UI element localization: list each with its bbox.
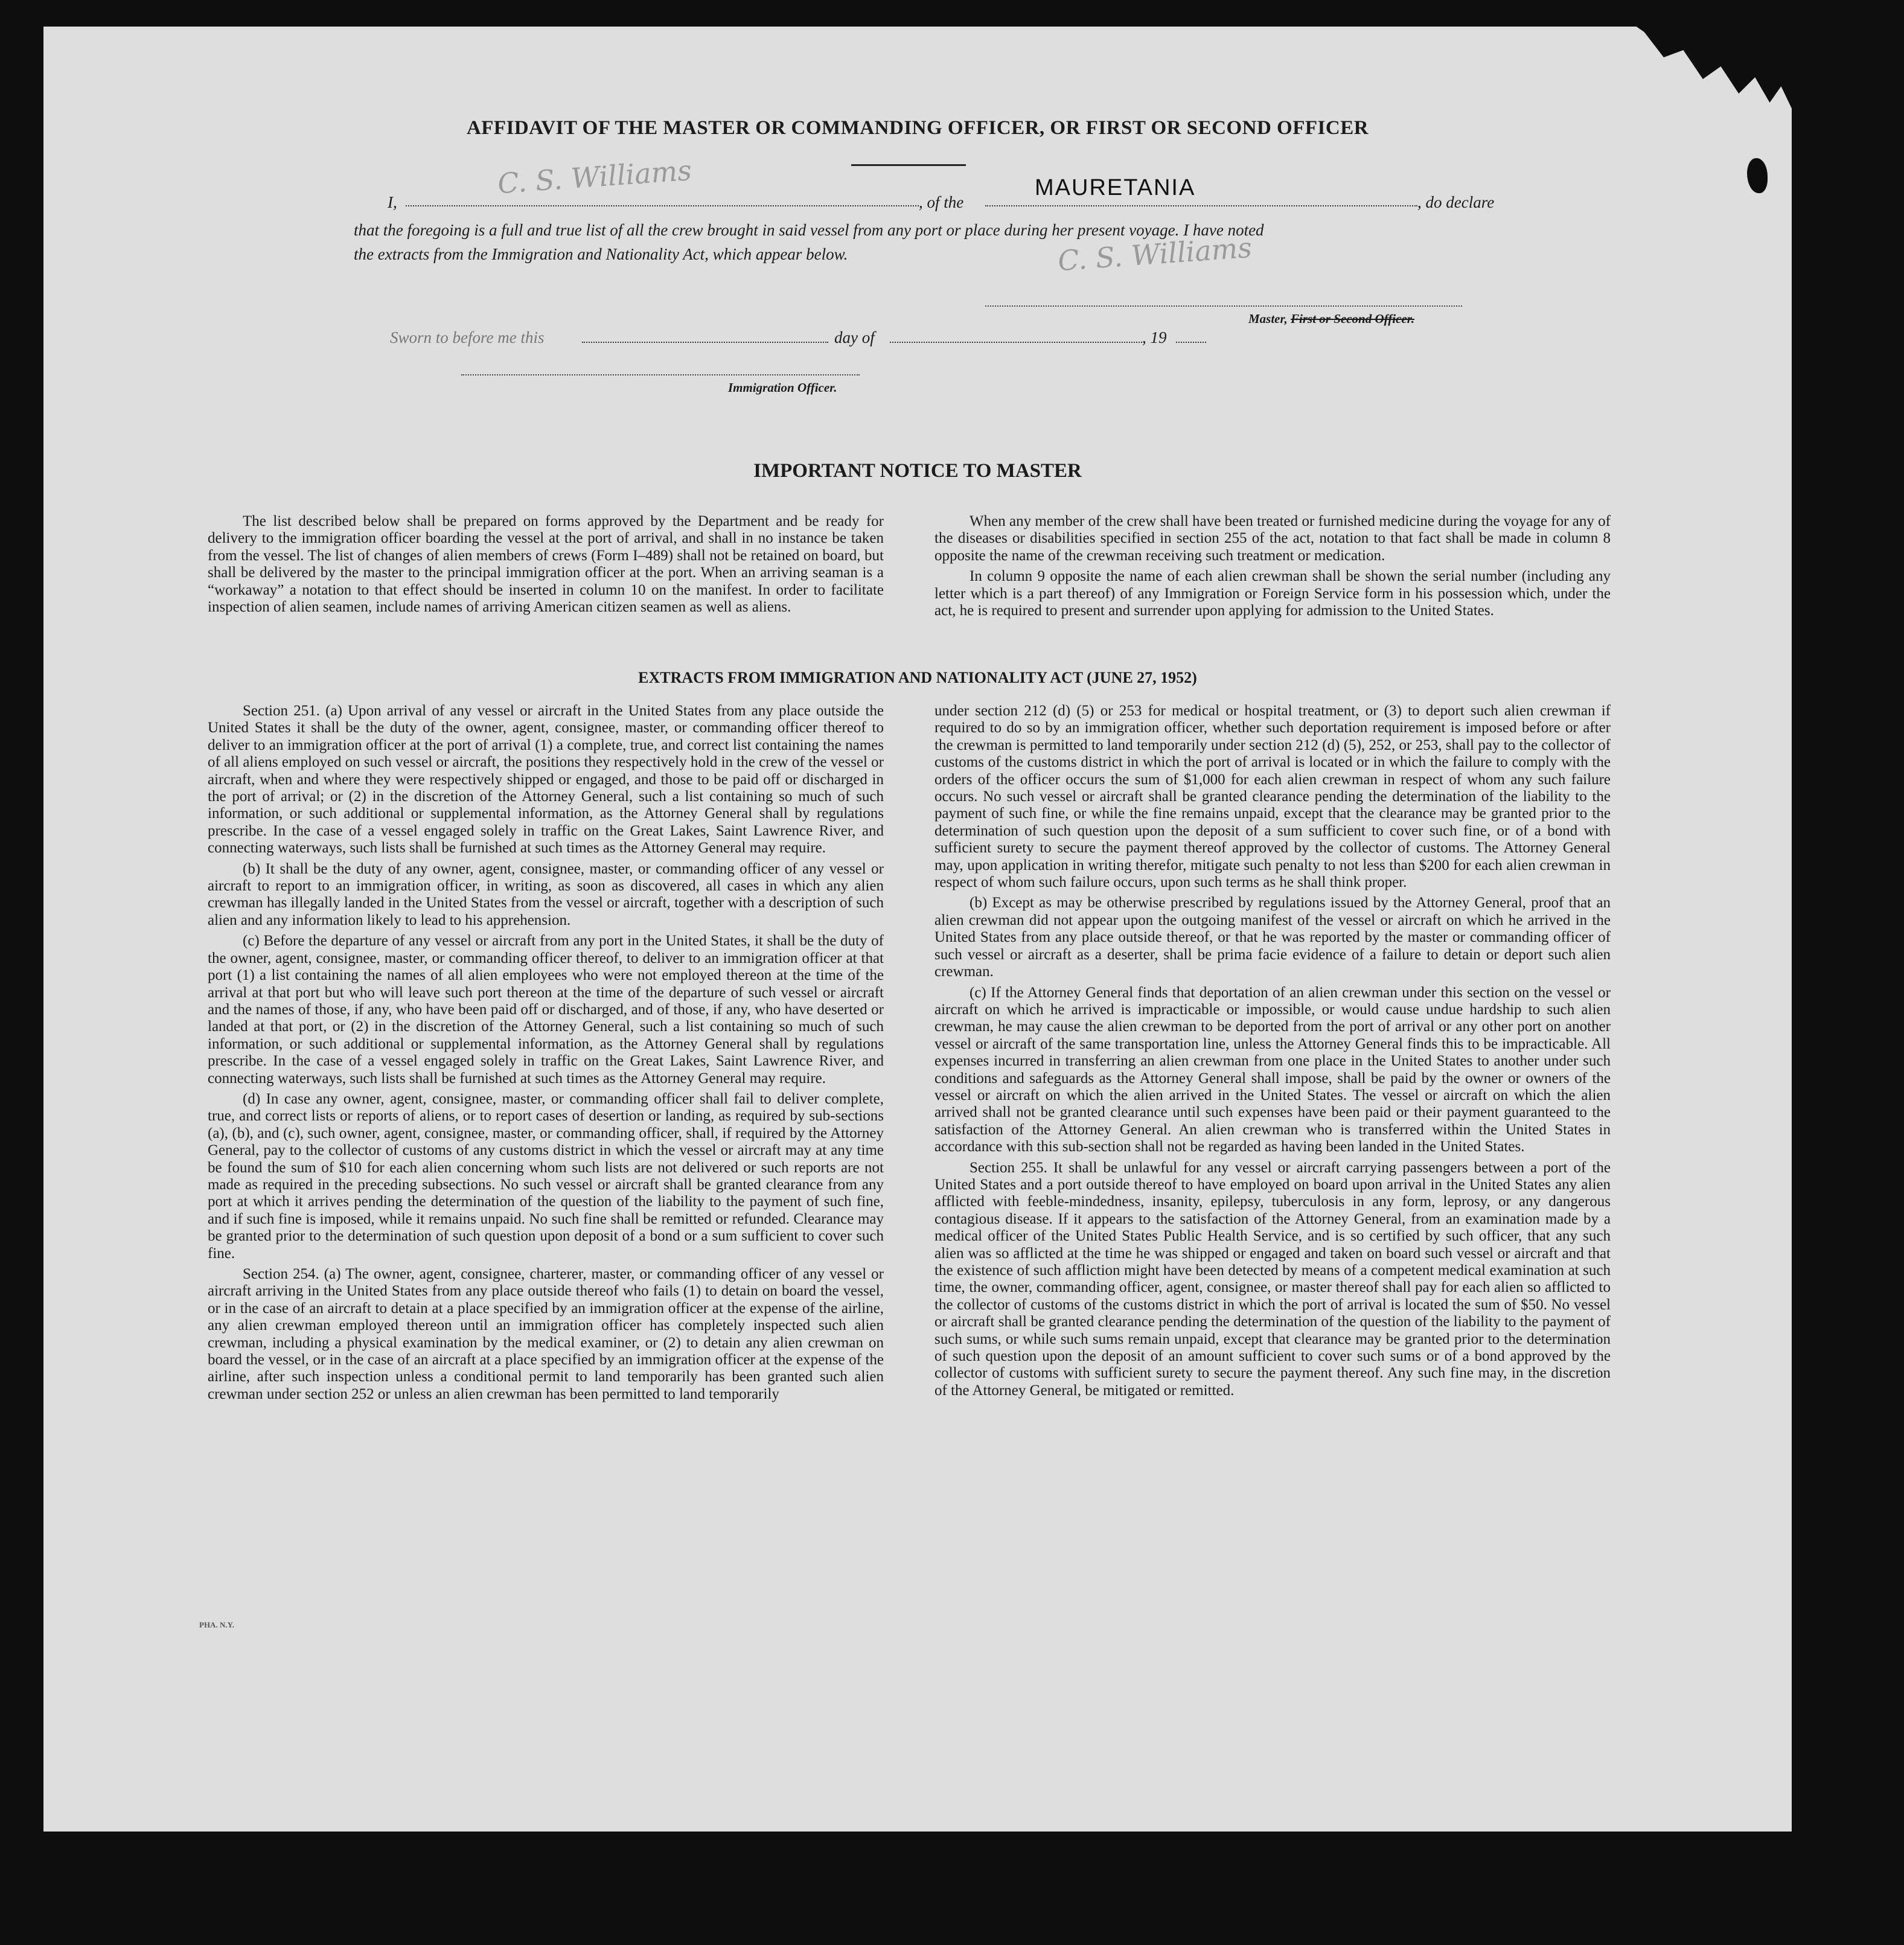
extracts-title: EXTRACTS FROM IMMIGRATION AND NATIONALITY ACT (JUNE 27, 1952) bbox=[638, 669, 1197, 686]
do-declare-label: , do declare bbox=[1417, 193, 1495, 211]
notice-left-paragraph: The list described below shall be prepared on forms approved by the Department and be ready for delivery to the immigration officer boarding the vessel at the port of arrival, and shall in no instance be taken from the vessel. The list of changes of alien members of crews (Form I–489) shall not be retained on board, but shall be delivered by the master to the principal immigration officer at the port. When an arriving seaman is a “workaway” a notation to that effect should be inserted in column 10 on the manifest. In order to facilitate inspection of alien seamen, include names of arriving American citizen seamen as well as aliens. bbox=[208, 513, 884, 616]
section-255: Section 255. It shall be unlawful for any vessel or aircraft carrying passengers between a port of the United States and a port outside thereof to have employed on board upon arrival in the United States any alien afflicted with feeble-mindedness, insanity, epilepsy, tuberculosis in any form, leprosy, or any dangerous contagious disease. If it appears to the satisfaction of the Attorney General, from an examination made by a medical officer of the United States Public Health Service, and is so certified by such officer, that any such alien was so afflicted at the time he was shipped or engaged and taken on board such vessel or aircraft and that the existence of such affliction might have been detected by means of a competent medical examination at such time, the owner, commanding officer, agent, consignee, or master thereof shall pay for each alien so afflicted to the collector of customs of the customs district in which the port of arrival is located the sum of $50. No vessel or aircraft shall be granted clearance pending the determination of the question of the liability to the payment of such sums, or while such sums remain unpaid, except that clearance may be granted prior to the determination of such question upon the deposit of an amount sufficient to cover such sums or of a bond approved by the collector of customs with sufficient surety to secure the payment thereof. Any such fine may, in the discretion of the Attorney General, be mitigated or remitted. bbox=[934, 1159, 1611, 1399]
section-251a: Section 251. (a) Upon arrival of any vessel or aircraft in the United States from any place outside the United States it shall be the duty of the owner, agent, consignee, master, or commanding officer thereof to deliver to an immigration officer at the port of arrival (1) a complete, true, and correct list containing the names of all aliens employed on such vessel or aircraft, the positions they respectively hold in the crew of the vessel or aircraft, when and where they were respectively shipped or engaged, and those to be paid off or discharged in the port of arrival; or (2) in the discretion of the Attorney General, such a list containing so much of such information, or such additional or supplemental information, as the Attorney General shall by regulations prescribe. In the case of a vessel engaged solely in traffic on the Great Lakes, Saint Lawrence River, and connecting waterways, such lists shall be furnished at such times as the Attorney General may require. bbox=[208, 703, 884, 857]
notice-left-column bbox=[208, 513, 884, 619]
vessel-line bbox=[985, 205, 1417, 206]
name-line bbox=[406, 205, 919, 206]
document-page bbox=[43, 27, 1792, 1832]
master-signature-line bbox=[985, 305, 1462, 307]
i-label: I, bbox=[388, 193, 397, 211]
section-254a-continued: under section 212 (d) (5) or 253 for medical or hospital treatment, or (3) to deport such alien crewman if required to do so by an immigration officer, whether such deportation requirement is imposed before or after the crewman is permitted to land temporarily under section 212 (d) (5), 252, or 253, shall pay to the collector of customs of the customs district in which the port of arrival is located or in which the failure to comply with the orders of the officer occurs the sum of $1,000 for each alien crewman in respect of whom any such failure occurs. No such vessel or aircraft shall be granted clearance pending the determination of the liability to the payment of such fine, or while the fine remains unpaid, except that the clearance may be granted prior to the determination of such question upon the deposit of a sum sufficient to cover such fine, or of a bond with sufficient surety to secure the payment thereof approved by the collector of customs. The Attorney General may, upon application in writing therefor, mitigate such penalty to not less than $200 for each alien crewman in respect of whom such failure occurs, upon such terms as he shall think proper. bbox=[934, 703, 1611, 891]
title-rule bbox=[851, 164, 966, 166]
officer-signature-line bbox=[461, 374, 860, 375]
ink-blot bbox=[1747, 158, 1768, 193]
master-signature: C. S. Williams bbox=[1056, 231, 1253, 278]
master-caption-prefix: Master, bbox=[1248, 311, 1291, 326]
statement-line-1: that the foregoing is a full and true list of all the crew brought in said vessel from any port or place during her present voyage. I have noted bbox=[354, 221, 1264, 239]
notice-right-paragraph-2: In column 9 opposite the name of each alien crewman shall be shown the serial number (including any letter which is a part thereof) of any Immigration or Foreign Service form in his possession which, under the act, he is required to present and surrender upon applying for admission to the United States. bbox=[934, 568, 1611, 619]
section-254b: (b) Except as may be otherwise prescribed by regulations issued by the Attorney General, proof that an alien crewman did not appear upon the outgoing manifest of the vessel or aircraft on which he arrived in the United States from any place outside thereof, or that he was reported by the master or commanding officer of such vessel or aircraft as a deserter, shall be prima facie evidence of a failure to detain or deport such alien crewman. bbox=[934, 895, 1611, 980]
notice-right-column bbox=[934, 513, 1611, 623]
sworn-day-line bbox=[582, 342, 828, 343]
master-name-signature: C. S. Williams bbox=[496, 153, 693, 200]
section-251d: (d) In case any owner, agent, consignee, master, or commanding officer shall fail to deliver complete, true, and correct lists or reports of aliens, or to report cases of desertion or landing, as required by sub-sections (a), (b), and (c), such owner, agent, consignee, master, or commanding officer, shall, if required by the Attorney General, pay to the collector of customs of any customs district in which the vessel or aircraft may at any time be found the sum of $10 for each alien concerning whom such lists are not delivered or such reports are not made as required in the preceding subsections. No such vessel or aircraft shall be granted clearance from any port at which it arrives pending the determination of the question of the liability to the payment of such fine, and if such fine is imposed, while it remains unpaid. No such fine shall be remitted or refunded. Clearance may be granted prior to the determination of such question upon deposit of a bond or a sum sufficient to cover such fine. bbox=[208, 1090, 884, 1262]
sworn-label: Sworn to before me this bbox=[390, 328, 545, 347]
sworn-month-line bbox=[890, 342, 1142, 343]
extracts-left-column bbox=[208, 703, 884, 1407]
section-251b: (b) It shall be the duty of any owner, agent, consignee, master, or commanding officer of any vessel or aircraft to report to an immigration officer, in writing, as soon as discovered, all cases in which any alien crewman has illegally landed in the United States from the vessel or aircraft, together with a description of such alien and any information likely to lead to his apprehension. bbox=[208, 860, 884, 928]
of-the-label: , of the bbox=[919, 193, 964, 211]
section-254c: (c) If the Attorney General finds that deportation of an alien crewman under this section on the vessel or aircraft on which he arrived is impracticable or impossible, or would cause undue hardship to such alien crewman, he may cause the alien crewman to be deported from the port of arrival or any other port on another vessel or aircraft of the same transportation line, unless the Attorney General finds this to be impracticable. All expenses incurred in transferring an alien crewman from one place in the United States to another under such conditions and safeguards as the Attorney General shall impose, shall be paid by the owner or owners of the vessel or aircraft on which the alien arrived in the United States. The vessel or aircraft on which the alien arrived shall not be granted clearance until such expenses have been paid or their payment guaranteed to the satisfaction of the Attorney General. An alien crewman who is transferred within the United States in accordance with this sub-section shall not be regarded as having been landed in the United States. bbox=[934, 984, 1611, 1155]
notice-right-paragraph-1: When any member of the crew shall have been treated or furnished medicine during the voyage for any of the diseases or disabilities specified in section 255 of the act, notation to that fact shall be made in column 8 opposite the name of the crewman receiving such treatment or medication. bbox=[934, 513, 1611, 564]
printer-code: PHA. N.Y. bbox=[199, 1620, 235, 1629]
year-line bbox=[1176, 342, 1206, 343]
vessel-name: MAURETANIA bbox=[1035, 175, 1196, 200]
master-caption-struck: First or Second Officer. bbox=[1291, 311, 1414, 326]
affidavit-title: AFFIDAVIT OF THE MASTER OR COMMANDING OFFICER, OR FIRST OR SECOND OFFICER bbox=[466, 117, 1369, 139]
extracts-right-column bbox=[934, 703, 1611, 1403]
master-caption bbox=[1248, 311, 1414, 327]
day-of-label: day of bbox=[834, 328, 875, 347]
section-254a: Section 254. (a) The owner, agent, consignee, charterer, master, or commanding officer of any vessel or aircraft arriving in the United States from any place outside thereof who fails (1) to detain on board the vessel, or in the case of an aircraft to detain at a place specified by an immigration officer at the expense of the airline, any alien crewman employed thereon until an immigration officer has completely inspected such alien crewman, including a physical examination by the medical examiner, or (2) to detain any alien crewman on board the vessel, or in the case of an aircraft at a place specified by an immigration officer at the expense of the airline, after such inspection unless a conditional permit to land temporarily has been granted such alien crewman under section 252 or unless an alien crewman has been permitted to land temporarily bbox=[208, 1266, 884, 1402]
section-251c: (c) Before the departure of any vessel or aircraft from any port in the United States, it shall be the duty of the owner, agent, consignee, master, or commanding officer thereof, to deliver to an immigration officer at that port (1) a list containing the names of all alien employees who were not employed thereon at the time of the arrival at that port but who will leave such port thereon at the time of the departure of such vessel or aircraft and the names of those, if any, who have been paid off or discharged, and of those, if any, who have deserted or landed at that port, or (2) in the discretion of the Attorney General, such a list containing so much of such information, or such additional or supplemental information, as the Attorney General shall by regulations prescribe. In the case of a vessel engaged solely in traffic on the Great Lakes, Saint Lawrence River, and connecting waterways, such lists shall be furnished at such times as the Attorney General may require. bbox=[208, 933, 884, 1087]
officer-caption: Immigration Officer. bbox=[728, 380, 837, 395]
torn-corner bbox=[1631, 23, 1794, 113]
year-prefix: , 19 bbox=[1142, 328, 1167, 347]
statement-line-2: the extracts from the Immigration and Nationality Act, which appear below. bbox=[354, 245, 848, 263]
notice-title: IMPORTANT NOTICE TO MASTER bbox=[753, 460, 1082, 482]
